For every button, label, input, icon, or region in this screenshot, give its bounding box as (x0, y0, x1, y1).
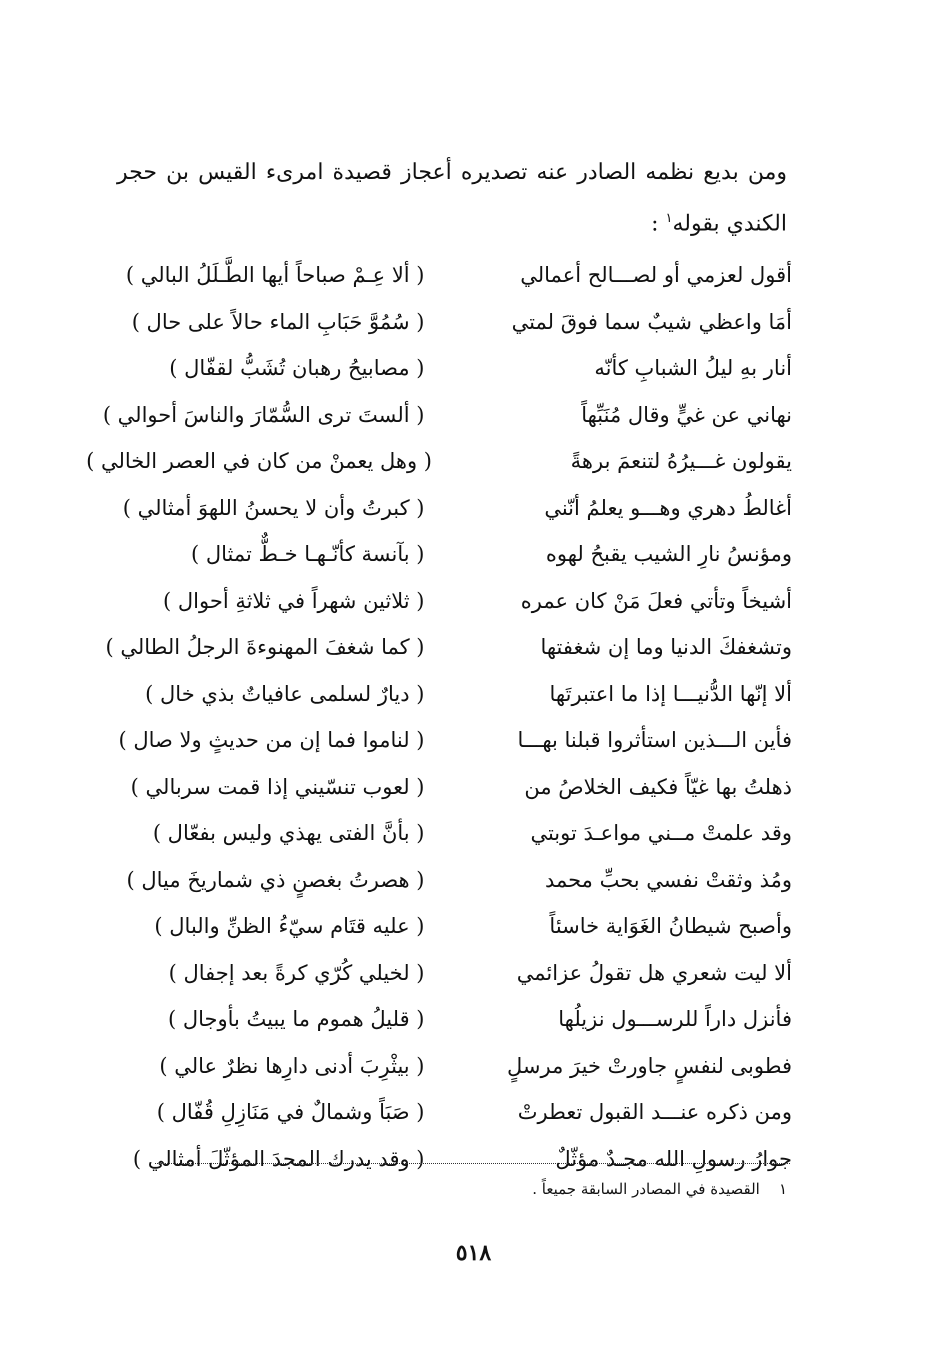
verse-second-hemistich: ( وهل يعمنْ من كان في العصر الخالي ) (86, 449, 432, 474)
verse-second-hemistich: ( ألا عِـمْ صباحاً أيها الطَّـلَلُ البالي ) (125, 263, 425, 288)
verse-line (102, 950, 792, 997)
verse-line (102, 810, 792, 857)
verse-first-hemistich: ذهلتُ بها غيّاً فكيف الخلاصُ من (524, 774, 792, 799)
verse-second-hemistich: ( لعوب تنسّيني إذا قمت سربالي ) (130, 774, 425, 799)
poem (86, 252, 792, 1182)
verse-first-hemistich: أقول لعزمي أو لصـــالح أعمالي (520, 263, 792, 288)
verse-line (86, 438, 792, 485)
verse-line (102, 671, 792, 718)
verse-line (102, 903, 792, 950)
footnote-number: ١ (778, 1180, 787, 1198)
verse-second-hemistich: ( قليلُ هموم ما يبيتُ بأوجال ) (167, 1007, 425, 1032)
verse-first-hemistich: أنار بهِ ليلُ الشبابِ كأنّه (594, 356, 792, 381)
verse-line (102, 1136, 792, 1183)
verse-first-hemistich: يقولون غـــيرُهُ لتنعمَ برهةً (570, 449, 792, 474)
verse-second-hemistich: ( وقد يدرك المجدَ المؤثّلَ أمثالي ) (132, 1146, 425, 1171)
verse-second-hemistich: ( بأنَّ الفتى يهذي وليس بفعّال ) (152, 821, 425, 846)
verse-second-hemistich: ( عليه قتَام سيّءُ الظنِّ والبال ) (154, 914, 425, 939)
verse-line (102, 1089, 792, 1136)
verse-first-hemistich: وتشغفكَ الدنيا وما إن شغفتها (540, 635, 792, 660)
verse-first-hemistich: ألا إنّها الدُّنيـــا إذا ما اعتبرتَها (549, 681, 792, 706)
verse-second-hemistich: ( كبرتُ وأن لا يحسنُ اللهوَ أمثالي ) (122, 495, 425, 520)
verse-first-hemistich: أغالطُ دهري وهـــو يعلمُ أنّني (544, 495, 792, 520)
verse-first-hemistich: وأصبح شيطانُ الغَوَاية خاسئاً (549, 914, 792, 939)
verse-first-hemistich: ألا ليت شعري هل تقولُ عزائمي (516, 960, 792, 985)
footnote-separator (155, 1163, 790, 1164)
verse-first-hemistich: ومؤنسُ نارِ الشيب يقبحُ لهوه (545, 542, 792, 567)
verse-first-hemistich: أمَا واعظي شيبٌ سما فوقَ لمتي (511, 309, 792, 334)
verse-second-hemistich: ( لخيلي كُرّي كرةً بعد إجفال ) (168, 960, 425, 985)
verse-first-hemistich: أشيخاً وتأتي فعلَ مَنْ كان عمره (520, 588, 792, 613)
verse-first-hemistich: فطوبى لنفسٍ جاورتْ خيرَ مرسلٍ (507, 1053, 792, 1078)
verse-line (102, 717, 792, 764)
verse-first-hemistich: جوارُ رسولِ الله مجـدٌ مؤثّلٌ (555, 1146, 792, 1171)
verse-second-hemistich: ( كما شغفَ المهنوءةَ الرجلُ الطالي ) (105, 635, 425, 660)
footnote-text: القصيدة في المصادر السابقة جميعاً . (532, 1180, 760, 1198)
verse-second-hemistich: ( ديارٌ لسلمى عافياتٌ بذي خال ) (145, 681, 425, 706)
verse-first-hemistich: فأنزل داراً للرســـول نزيلُها (558, 1007, 792, 1032)
verse-second-hemistich: ( بآنسة كأنّـهـا خـطٌّ تمثال ) (190, 542, 425, 567)
verse-line (102, 578, 792, 625)
verse-line (102, 764, 792, 811)
verse-line (102, 252, 792, 299)
verse-first-hemistich: ومُذ وثقتْ نفسي بحبِّ محمد (544, 867, 792, 892)
verse-line (102, 299, 792, 346)
verse-first-hemistich: فأين الـــذين استأثروا قبلنا بهـــا (517, 728, 792, 753)
intro-colon: : (651, 211, 666, 237)
verse-second-hemistich: ( سُمُوَّ حَبَابِ الماء حالاً على حال ) (131, 309, 425, 334)
verse-second-hemistich: ( ثلاثين شهراً في ثلاثةِ أحوال ) (163, 588, 425, 613)
verse-first-hemistich: نهاني عن غيٍّ وقال مُنَبِّهاً (581, 402, 792, 427)
footnote-reference: ١ (665, 211, 673, 226)
verse-line (102, 1043, 792, 1090)
verse-line (102, 996, 792, 1043)
intro-text: ومن بديع نظمه الصادر عنه تصديره أعجاز قصيدة امرىء القيس بن حجر الكندي بقوله (117, 160, 787, 237)
verse-line (102, 531, 792, 578)
verse-second-hemistich: ( صَبَاً وشمالٌ في مَنَازِلِ قُفّال ) (156, 1100, 425, 1125)
verse-line (102, 345, 792, 392)
verse-second-hemistich: ( ألستَ ترى السُّمّارَ والناسَ أحوالي ) (102, 402, 425, 427)
verse-line (102, 392, 792, 439)
verse-second-hemistich: ( بيثْرِبَ أدنى دارِها نظرٌ عالي ) (159, 1053, 425, 1078)
verse-line (102, 857, 792, 904)
verse-second-hemistich: ( هصرتُ بغصنٍ ذي شماريخَ ميال ) (126, 867, 425, 892)
footnote (532, 1180, 787, 1198)
verse-first-hemistich: وقد علمتْ مــني مواعـدَ توبتي (530, 821, 792, 846)
verse-first-hemistich: ومن ذكره عنـــد القبول تعطرتْ (517, 1100, 792, 1125)
verse-second-hemistich: ( لناموا فما إن من حديثٍ ولا صال ) (118, 728, 425, 753)
verse-second-hemistich: ( مصابيحُ رهبان تُشَبُّ لقفّال ) (169, 356, 425, 381)
page-number: ٥١٨ (455, 1240, 492, 1266)
verse-line (102, 624, 792, 671)
verse-line (102, 485, 792, 532)
intro-paragraph (117, 150, 787, 247)
